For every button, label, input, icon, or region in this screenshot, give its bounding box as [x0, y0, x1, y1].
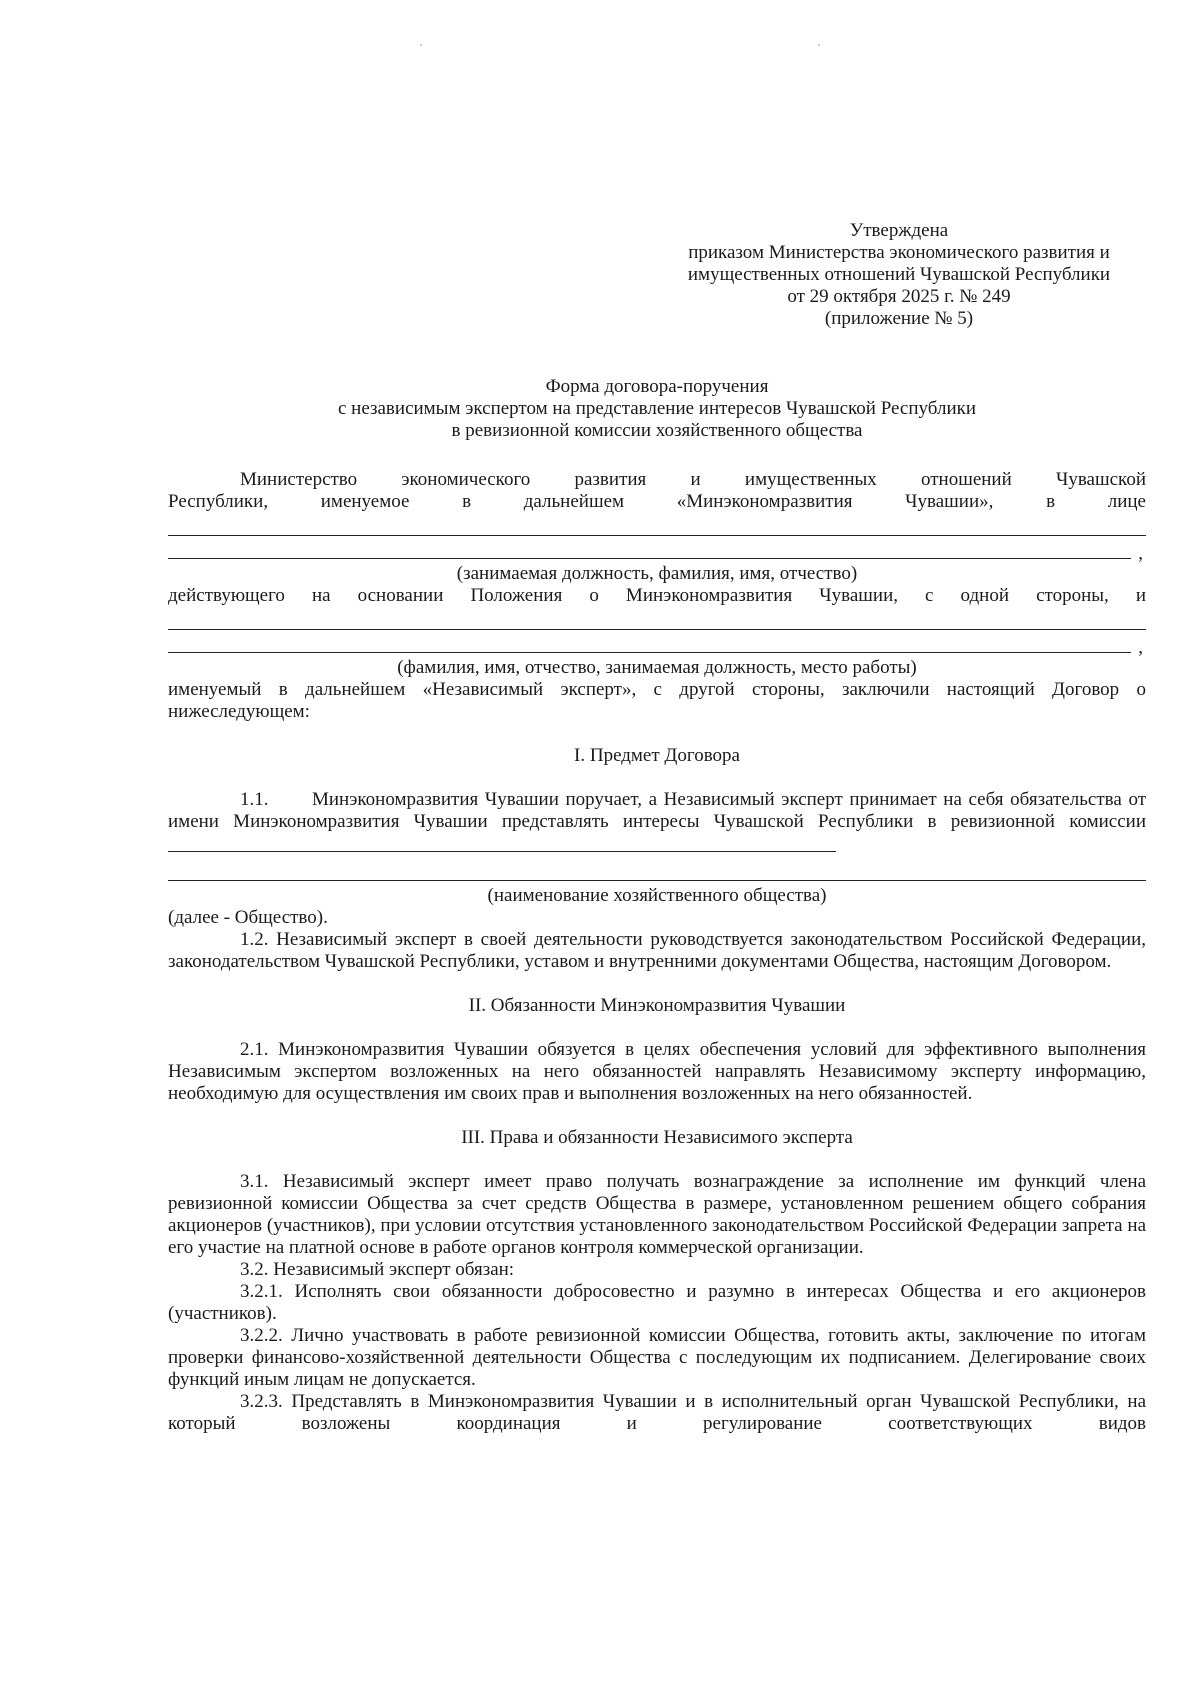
company-name-underline [168, 833, 836, 852]
clause-3-2-1: 3.2.1. Исполнять свои обязанности добросовестно и разумно в интересах Общества и его акционеров (участников). [168, 1281, 1146, 1324]
clause-continuation: (далее - Общество). [168, 907, 328, 928]
clause-1-2: 1.2. Независимый эксперт в своей деятельности руководствуется законодательством Российской Федерации, законодательством Чувашской Республики, уставом и внутренними документами Общества, настоящим Договором. [168, 929, 1146, 972]
clause-text: Минэкономразвития Чувашии поручает, а Независимый эксперт принимает на себя обязательства от имени Минэкономразвития Чувашии представлять интересы Чувашской Республики в ревизионной комиссии [168, 789, 1146, 832]
document-page [168, 0, 1146, 1697]
company-name-line [168, 858, 1146, 881]
field-caption: (занимаемая должность, фамилия, имя, отчество) [456, 563, 858, 584]
fill-underline [168, 630, 1131, 653]
expert-name-line [168, 607, 1146, 630]
approval-line: от 29 октября 2025 г. № 249 [787, 286, 1011, 307]
section-heading: I. Предмет Договора [574, 745, 740, 766]
title-line: с независимым экспертом на представление интересов Чувашской Республики [337, 398, 977, 419]
field-caption: (наименование хозяйственного общества) [487, 885, 827, 906]
clause-3-1: 3.1. Независимый эксперт имеет право получать вознаграждение за исполнение им функций члена ревизионной комиссии Общества за счет средств Общества в размере, установленном решением общего собрания акционеров (участников), при условии отсутствия установленного законодательством Российской Федерации запрета на его участие на платной основе в работе органов контроля коммерческой организации. [168, 1171, 1146, 1258]
clause-number: 1.1. [240, 789, 269, 810]
clause-2-1: 2.1. Минэкономразвития Чувашии обязуется в целях обеспечения условий для эффективного выполнения Независимым экспертом возложенных на него обязанностей направлять Независимому эксперту информацию, необходимую для осуществления им своих прав и выполнения возложенных на него обязанностей. [168, 1039, 1146, 1104]
document-body [168, 469, 1146, 1435]
approval-line: (приложение № 5) [824, 308, 974, 329]
fill-underline [168, 536, 1131, 559]
section-heading: III. Права и обязанности Независимого эксперта [461, 1127, 853, 1148]
section-heading: II. Обязанности Минэкономразвития Чувашии [468, 995, 846, 1016]
approval-line: Утверждена [849, 220, 949, 241]
line-comma: , [1138, 543, 1143, 564]
preamble-line: Министерство экономического развития и имущественных отношений Чувашской [240, 469, 1146, 490]
signatory-name-line [168, 513, 1146, 536]
approval-stamp-block [632, 220, 1166, 330]
clause-3-2-2: 3.2.2. Лично участвовать в работе ревизионной комиссии Общества, готовить акты, заключение по итогам проверки финансово-хозяйственной деятельности Общества с последующим их подписанием. Делегирование своих функций иным лицам не допускается. [168, 1325, 1146, 1390]
preamble-paragraph: именуемый в дальнейшем «Независимый эксперт», с другой стороны, заключили настоящий Договор о нижеследующем: [168, 679, 1146, 722]
field-caption: (фамилия, имя, отчество, занимаемая должность, место работы) [397, 657, 917, 678]
title-line: Форма договора-поручения [545, 376, 769, 397]
clause-3-2: 3.2. Независимый эксперт обязан: [240, 1259, 515, 1280]
line-comma: , [1138, 637, 1143, 658]
signatory-name-line-2 [168, 536, 1146, 564]
clause-1-1 [168, 789, 1146, 858]
preamble-paragraph: действующего на основании Положения о Минэкономразвития Чувашии, с одной стороны, и [168, 585, 1146, 606]
clause-3-2-3: 3.2.3. Представлять в Минэкономразвития Чувашии и в исполнительный орган Чувашской Республики, на который возложены координация и регулирование соответствующих видов [168, 1391, 1146, 1434]
approval-line: приказом Министерства экономического развития и [688, 242, 1110, 263]
approval-line: имущественных отношений Чувашской Республики [687, 264, 1111, 285]
preamble-line: Республики, именуемое в дальнейшем «Минэкономразвития Чувашии», в лице [168, 491, 1146, 512]
expert-name-line-2 [168, 630, 1146, 658]
document-title [168, 376, 1146, 442]
title-line: в ревизионной комиссии хозяйственного общества [451, 420, 863, 441]
